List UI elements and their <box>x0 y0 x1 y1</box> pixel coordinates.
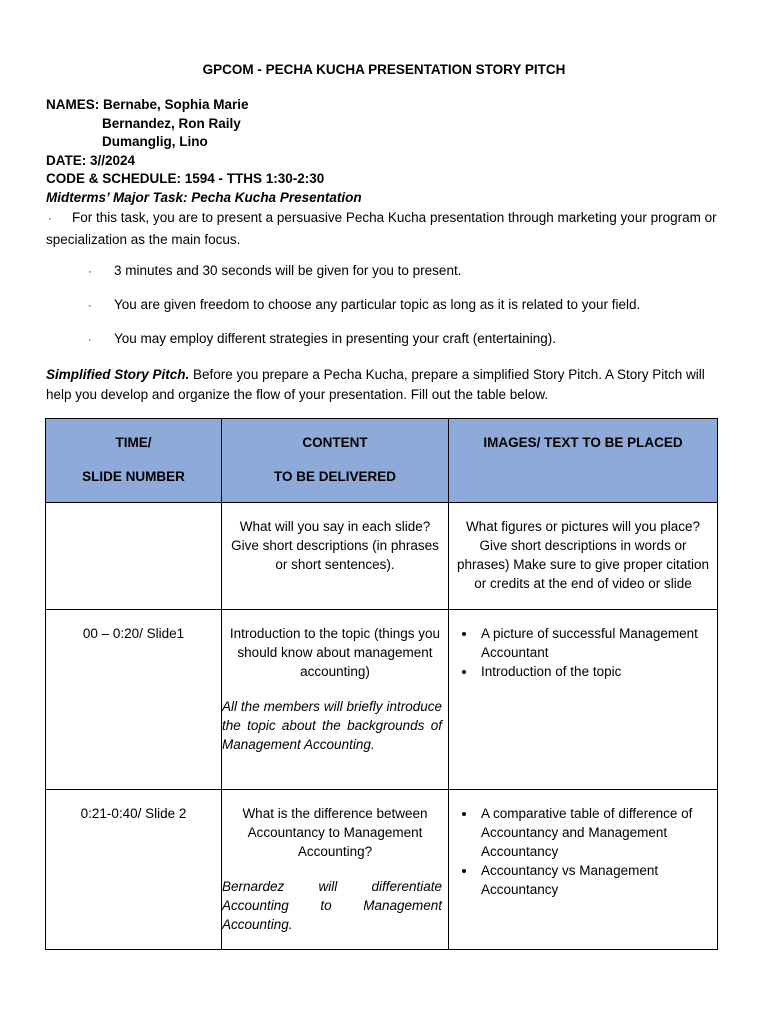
row-content-note: Bernardez will differentiate Accounting to Management Accounting. <box>222 879 442 932</box>
row-time-cell: 0:21-0:40/ Slide 2 <box>46 790 222 950</box>
story-pitch-text: Before you prepare a Pecha Kucha, prepare a simplified Story Pitch. A Story Pitch will help you develop and organize the flow of your presentation. Fill out the table below. <box>46 367 705 402</box>
name-1: Bernabe, Sophia Marie <box>103 97 249 112</box>
task-bullet-mark: · <box>48 213 52 225</box>
header-time <box>46 419 222 503</box>
list-item: • Accountancy vs Management Accountancy <box>477 861 711 899</box>
header-content <box>222 419 449 503</box>
bullet-text: You may employ different strategies in presenting your craft (entertaining). <box>114 331 556 346</box>
table-row-guide <box>46 503 718 610</box>
guide-content-cell: What will you say in each slide? Give short descriptions (in phrases or short sentences). <box>222 503 449 610</box>
header-content-line1: CONTENT <box>302 435 368 450</box>
row-content-cell <box>222 610 449 790</box>
bullet-text: 3 minutes and 30 seconds will be given for you to present. <box>114 263 462 278</box>
row-images-cell <box>449 610 718 790</box>
header-time-line1: TIME/ <box>115 435 152 450</box>
story-pitch-label: Simplified Story Pitch. <box>46 367 190 382</box>
header-content-line2: TO BE DELIVERED <box>273 469 397 484</box>
row-images-cell <box>449 790 718 950</box>
row-images-list <box>455 624 711 681</box>
header-images-label: IMAGES/ TEXT TO BE PLACED <box>483 435 683 450</box>
list-item: • Introduction of the topic <box>477 662 711 681</box>
bullet-mark: · <box>88 300 92 312</box>
guide-time-cell <box>46 503 222 610</box>
row-images-list <box>455 804 711 899</box>
header-time-line2: SLIDE NUMBER <box>82 469 185 484</box>
row-time-cell: 00 – 0:20/ Slide1 <box>46 610 222 790</box>
task-intro-text: For this task, you are to present a persuasive Pecha Kucha presentation through marketing your program or specialization as the main focus. <box>46 210 717 247</box>
name-2: Bernandez, Ron Raily <box>102 116 241 131</box>
bullet-item <box>88 261 728 282</box>
date-line: DATE: 3//2024 <box>46 153 136 168</box>
code-schedule-line: CODE & SCHEDULE: 1594 - TTHS 1:30-2:30 <box>46 171 325 186</box>
task-intro-paragraph <box>46 208 726 249</box>
list-item: • A comparative table of difference of Accountancy and Management Accountancy <box>477 804 711 861</box>
names-label: NAMES: <box>46 97 100 112</box>
guide-images-cell: What figures or pictures will you place? Give short descriptions in words or phrases) Make sure to give proper citation or credits at the end of video or slide <box>449 503 718 610</box>
bullet-item <box>88 295 728 316</box>
table-header-row <box>46 419 718 503</box>
bullet-item <box>88 329 728 350</box>
row-content-text: Introduction to the topic (things you should know about management accounting) <box>229 626 441 679</box>
name-3: Dumanglig, Lino <box>102 134 208 149</box>
task-heading: Midterms’ Major Task: Pecha Kucha Presentation <box>46 190 362 205</box>
bullet-text: You are given freedom to choose any particular topic as long as it is related to your field. <box>114 297 641 312</box>
list-item: • A picture of successful Management Accountant <box>477 624 711 662</box>
row-content-note: All the members will briefly introduce the topic about the backgrounds of Management Accounting. <box>222 699 442 752</box>
names-line <box>46 96 249 115</box>
document-title: GPCOM - PECHA KUCHA PRESENTATION STORY PITCH <box>202 62 566 77</box>
row-content-text: What is the difference between Accountancy to Management Accounting? <box>242 806 428 859</box>
story-pitch-paragraph <box>46 365 726 404</box>
table-row <box>46 610 718 790</box>
row-content-cell <box>222 790 449 950</box>
story-pitch-table <box>45 418 718 950</box>
bullet-mark: · <box>88 334 92 346</box>
header-images <box>449 419 718 503</box>
bullet-mark: · <box>88 266 92 278</box>
table-row <box>46 790 718 950</box>
